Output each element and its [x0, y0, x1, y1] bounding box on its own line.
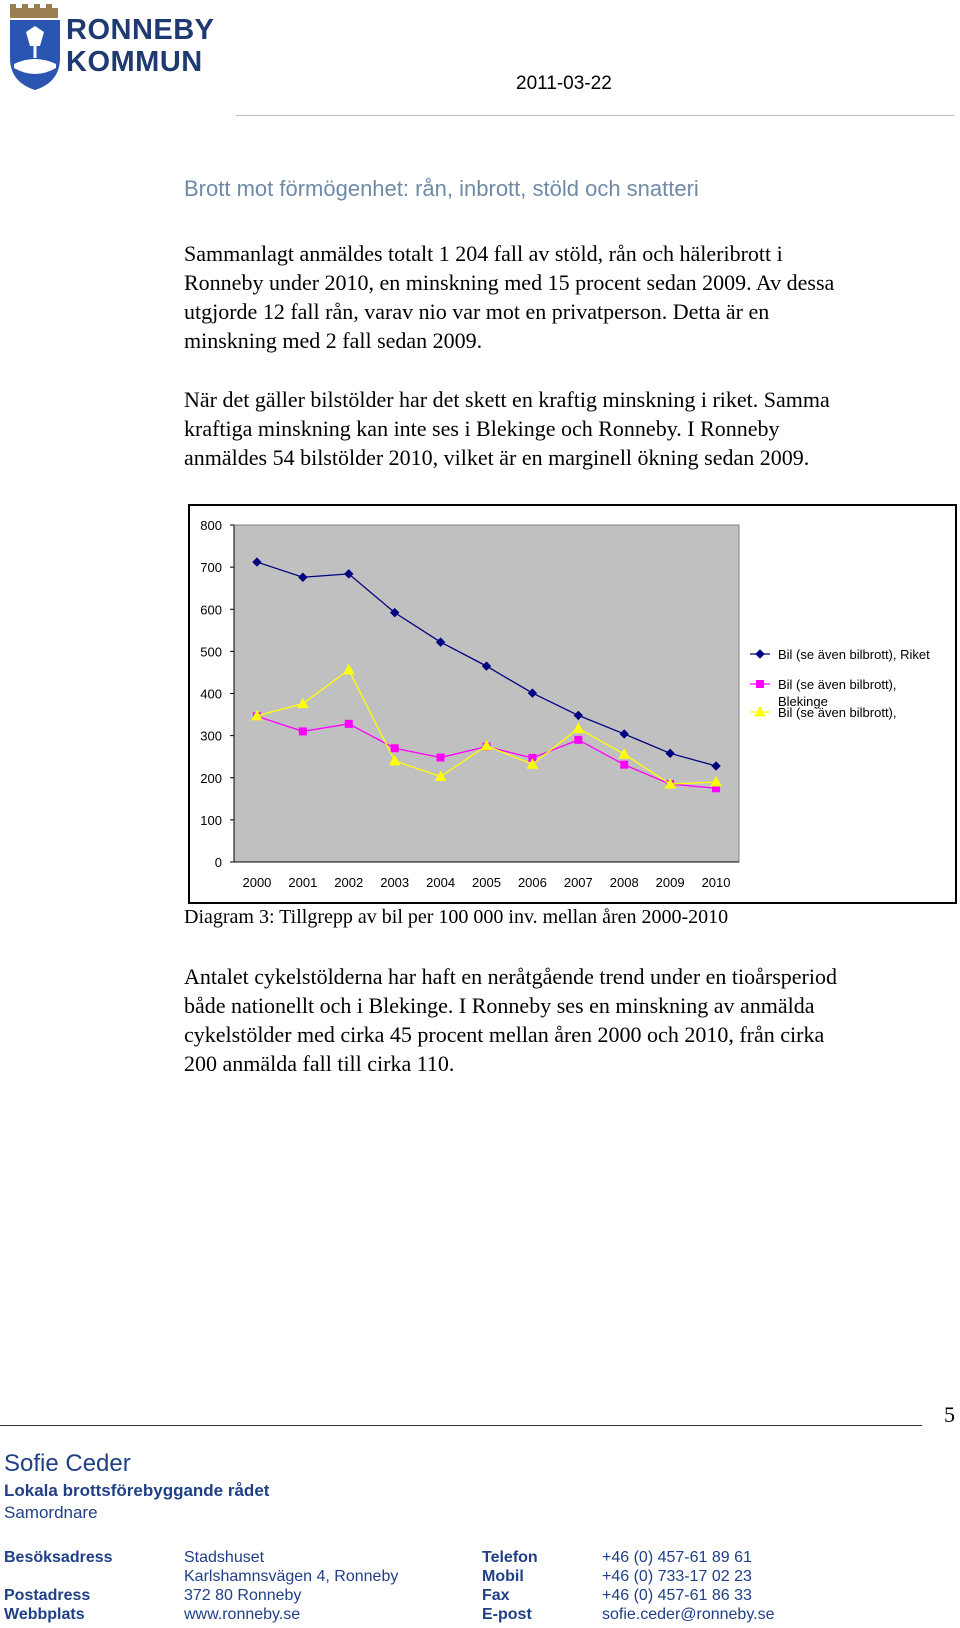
y-tick-label: 700	[200, 560, 222, 576]
fax-label: Fax	[482, 1587, 510, 1604]
x-tick-label: 2000	[242, 875, 272, 890]
page-number: 5	[944, 1402, 955, 1427]
x-tick-label: 2004	[426, 875, 456, 890]
data-point	[391, 745, 398, 752]
phone-label: Telefon	[482, 1549, 538, 1566]
logo-text-ronneby: RONNEBY	[66, 14, 215, 46]
visit-address-line2: Karlshamnsvägen 4, Ronneby	[184, 1568, 399, 1585]
section-heading: Brott mot förmögenhet: rån, inbrott, stöld och snatteri	[184, 176, 699, 201]
legend-label: Bil (se även bilbrott), Riket	[778, 647, 930, 662]
y-tick-label: 400	[200, 686, 222, 702]
document-date: 2011-03-22	[516, 73, 612, 94]
y-tick-label: 0	[214, 855, 222, 870]
x-tick-label: 2008	[609, 875, 639, 890]
mobile-value: +46 (0) 733-17 02 23	[602, 1568, 752, 1585]
email-link[interactable]: sofie.ceder@ronneby.se	[602, 1606, 775, 1623]
x-tick-label: 2010	[701, 875, 731, 890]
data-point	[345, 720, 352, 727]
legend-label: Bil (se även bilbrott),	[778, 677, 897, 692]
mobile-label: Mobil	[482, 1568, 524, 1585]
text-line: anmäldes 54 bilstölder 2010, vilket är en marginell ökning sedan 2009.	[184, 445, 810, 470]
header-divider	[236, 115, 954, 116]
visit-address-label: Besöksadress	[4, 1549, 113, 1566]
car-theft-line-chart	[188, 504, 957, 904]
text-line: Antalet cykelstölderna har haft en neråtgående trend under en tioårsperiod	[184, 964, 837, 989]
text-line: utgjorde 12 fall rån, varav nio var mot en privatperson. Detta är en	[184, 299, 770, 324]
data-point	[575, 736, 582, 743]
legend-swatch-marker	[756, 650, 764, 658]
contact-organization: Lokala brottsförebyggande rådet	[4, 1481, 270, 1500]
contact-role: Samordnare	[4, 1503, 98, 1522]
footer-divider	[0, 1425, 922, 1426]
paragraph-car-theft	[184, 385, 924, 472]
text-line: Sammanlagt anmäldes totalt 1 204 fall av stöld, rån och häleribrott i	[184, 241, 783, 266]
x-tick-label: 2007	[563, 875, 593, 890]
text-line: både nationellt och i Blekinge. I Ronneby ses en minskning av anmälda	[184, 993, 815, 1018]
text-line: kraftiga minskning kan inte ses i Blekinge och Ronneby. I Ronneby	[184, 416, 780, 441]
y-tick-label: 500	[200, 644, 222, 660]
text-line: minskning med 2 fall sedan 2009.	[184, 328, 483, 353]
legend-swatch-marker	[757, 681, 764, 688]
logo-text-kommun: KOMMUN	[66, 46, 203, 78]
chart-caption: Diagram 3: Tillgrepp av bil per 100 000 inv. mellan åren 2000-2010	[184, 906, 729, 928]
coat-of-arms-icon	[4, 2, 66, 92]
y-tick-label: 800	[200, 518, 222, 533]
paragraph-theft-summary	[184, 239, 924, 355]
x-tick-label: 2005	[472, 875, 501, 890]
y-tick-label: 300	[200, 728, 222, 744]
plot-area	[234, 525, 739, 862]
website-label: Webbplats	[4, 1606, 85, 1623]
text-line: När det gäller bilstölder har det skett en kraftig minskning i riket. Samma	[184, 387, 830, 412]
postal-address-value: 372 80 Ronneby	[184, 1587, 302, 1604]
legend-label: Blekinge	[778, 694, 828, 709]
x-tick-label: 2009	[655, 875, 685, 890]
text-line: Ronneby under 2010, en minskning med 15 procent sedan 2009. Av dessa	[184, 270, 835, 295]
y-tick-label: 200	[200, 770, 222, 786]
y-tick-label: 100	[200, 812, 222, 828]
data-point	[621, 761, 628, 768]
x-tick-label: 2006	[517, 875, 547, 890]
text-line: cykelstölder med cirka 45 procent mellan åren 2000 och 2010, från cirka	[184, 1022, 825, 1047]
x-tick-label: 2003	[380, 875, 410, 890]
x-tick-label: 2001	[288, 875, 318, 890]
data-point	[299, 728, 306, 735]
x-tick-label: 2002	[334, 875, 364, 890]
contact-name: Sofie Ceder	[4, 1450, 131, 1477]
email-label: E-post	[482, 1606, 532, 1623]
phone-value: +46 (0) 457-61 89 61	[602, 1549, 752, 1566]
legend-label: Bil (se även bilbrott),	[778, 705, 897, 720]
data-point	[437, 754, 444, 761]
fax-value: +46 (0) 457-61 86 33	[602, 1587, 752, 1604]
text-line: 200 anmälda fall till cirka 110.	[184, 1051, 455, 1076]
postal-address-label: Postadress	[4, 1587, 91, 1604]
y-tick-label: 600	[200, 602, 222, 618]
visit-address-line1: Stadshuset	[184, 1549, 265, 1566]
website-link[interactable]: www.ronneby.se	[184, 1606, 301, 1623]
paragraph-bicycle-theft	[184, 962, 924, 1078]
